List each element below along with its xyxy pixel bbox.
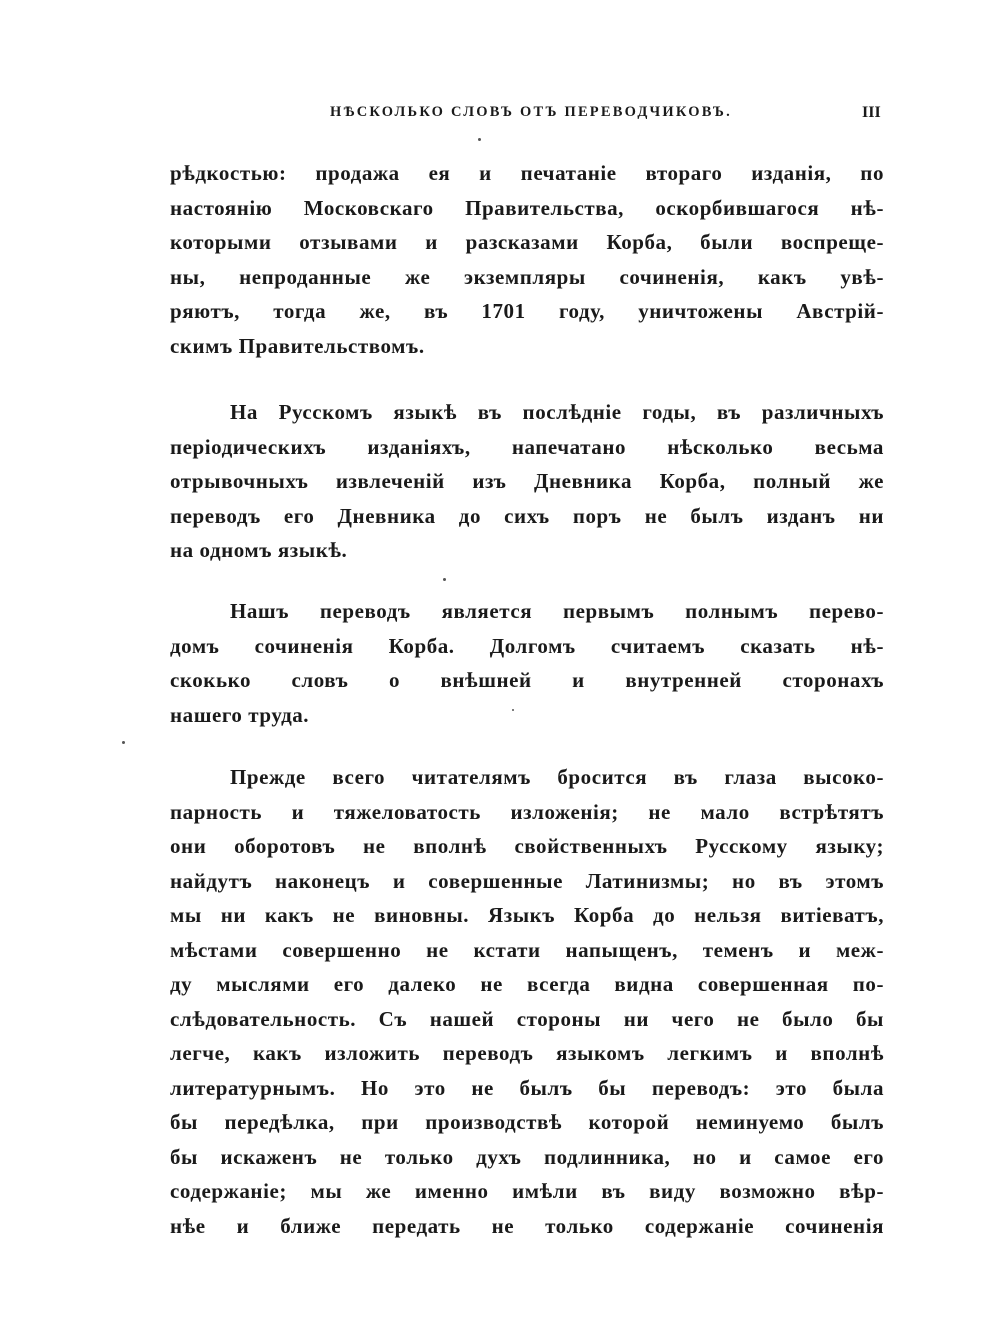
text-line: переводъ его Дневника до сихъ поръ не былъ изданъ ни xyxy=(170,503,884,528)
paragraph-4 xyxy=(170,760,884,1243)
text-line: Нашъ переводъ является первымъ полнымъ перево- xyxy=(230,599,884,623)
text-line: настоянію Московскаго Правительства, оскорбившагося нѣ- xyxy=(170,195,884,220)
text-line: На Русскомъ языкѣ въ послѣдніе годы, въ различныхъ xyxy=(230,400,884,424)
text-line: парность и тяжеловатость изложенія; не мало встрѣтятъ xyxy=(170,799,884,824)
text-line: нѣе и ближе передать не только содержаніе сочиненія xyxy=(170,1213,884,1238)
page-number: III xyxy=(862,104,881,121)
text-line: бы передѣлка, при производствѣ которой неминуемо былъ xyxy=(170,1110,884,1134)
text-line: Прежде всего читателямъ бросится въ глаза высоко- xyxy=(230,765,884,789)
text-line: мы ни какъ не виновны. Языкъ Корба до нельзя витіеватъ, xyxy=(170,903,884,927)
text-line: они оборотовъ не вполнѣ свойственныхъ Русскому языку; xyxy=(170,834,884,858)
text-line: на одномъ языкѣ. xyxy=(170,538,348,562)
text-line: скимъ Правительствомъ. xyxy=(170,333,425,358)
paragraph-1 xyxy=(170,156,884,363)
scan-speck xyxy=(443,578,446,581)
text-line: рѣдкостью: продажа ея и печатаніе втораго изданія, по xyxy=(170,161,884,185)
paragraph-3 xyxy=(170,594,884,732)
text-line: содержаніе; мы же именно имѣли въ виду возможно вѣр- xyxy=(170,1179,884,1203)
text-line: скокько словъ о внѣшней и внутренней сторонахъ xyxy=(170,668,884,692)
text-line: домъ сочиненія Корба. Долгомъ считаемъ сказать нѣ- xyxy=(170,633,884,658)
scan-speck xyxy=(122,741,125,744)
text-line: ряютъ, тогда же, въ 1701 году, уничтожены Австрій- xyxy=(170,299,884,323)
text-line: ны, непроданные же экземпляры сочиненія, какъ увѣ- xyxy=(170,264,884,289)
text-line: ду мыслями его далеко не всегда видна совершенная по- xyxy=(170,972,884,996)
text-line: слѣдовательность. Съ нашей стороны ни чего не было бы xyxy=(170,1006,884,1031)
paragraph-2 xyxy=(170,395,884,568)
text-line: найдутъ наконецъ и совершенные Латинизмы; но въ этомъ xyxy=(170,868,884,893)
scan-speck xyxy=(478,138,481,141)
text-line: отрывочныхъ извлеченій изъ Дневника Корба, полный же xyxy=(170,469,884,493)
text-line: которыми отзывами и разсказами Корба, были воспреще- xyxy=(170,230,884,254)
text-line: бы искаженъ не только духъ подлинника, но и самое его xyxy=(170,1144,884,1169)
scan-speck xyxy=(512,709,514,711)
text-line: литературнымъ. Но это не былъ бы переводъ: это была xyxy=(170,1075,884,1100)
text-line: нашего труда. xyxy=(170,702,310,727)
text-line: мѣстами совершенно не кстати напыщенъ, теменъ и меж- xyxy=(170,937,884,962)
text-line: легче, какъ изложить переводъ языкомъ легкимъ и вполнѣ xyxy=(170,1041,884,1065)
running-head: НѢСКОЛЬКО СЛОВЪ ОТЪ ПЕРЕВОДЧИКОВЪ. xyxy=(330,104,732,120)
text-line: періодическихъ изданіяхъ, напечатано нѣсколько весьма xyxy=(170,434,884,459)
